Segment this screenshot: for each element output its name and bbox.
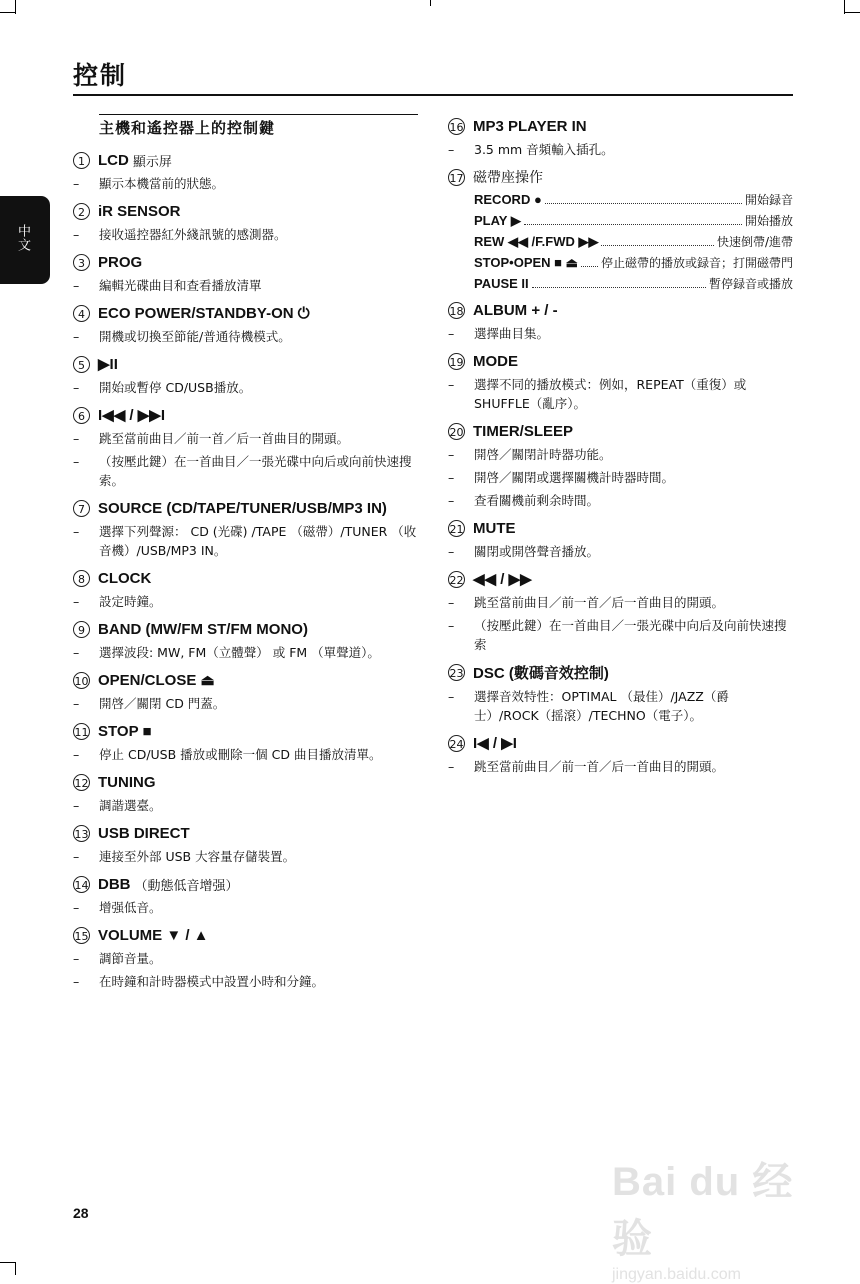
item-number: 14	[73, 876, 90, 893]
description-text: 選擇音效特性：OPTIMAL （最佳）/JAZZ（爵士）/ROCK（摇滾）/TECHNO（電子）。	[474, 689, 729, 723]
item-number: 2	[73, 203, 90, 220]
control-item	[73, 874, 418, 917]
item-description	[448, 542, 793, 561]
bullet-dash: –	[73, 951, 80, 966]
description-text: 停止 CD/USB 播放或刪除一個 CD 曲目播放清單。	[99, 747, 382, 762]
bullet-dash: –	[73, 696, 80, 711]
control-item	[73, 405, 418, 490]
item-header	[448, 351, 793, 371]
description-text: 選擇波段: MW, FM（立體聲） 或 FM （單聲道）。	[99, 645, 380, 660]
bullet-dash: –	[73, 849, 80, 864]
item-number: 13	[73, 825, 90, 842]
description-text: 跳至當前曲目／前一首／后一首曲目的開頭。	[474, 595, 725, 610]
control-item	[448, 300, 793, 343]
control-item	[73, 568, 418, 611]
item-title: DBB	[98, 875, 131, 893]
bullet-dash: –	[73, 974, 80, 989]
crop-mark	[15, 1262, 16, 1275]
item-number: 8	[73, 570, 90, 587]
item-description	[73, 745, 418, 764]
description-text: 開始或暫停 CD/USB播放。	[99, 380, 252, 395]
item-description	[448, 324, 793, 343]
section-rule	[99, 114, 418, 115]
description-text: 調諧選臺。	[99, 798, 162, 813]
tape-value: 開始録音	[744, 193, 793, 207]
control-item	[448, 518, 793, 561]
item-title: BAND (MW/FM ST/FM MONO)	[98, 620, 308, 638]
bullet-dash: –	[448, 470, 455, 485]
bullet-dash: –	[73, 524, 80, 539]
item-description	[73, 694, 418, 713]
description-text: 接收遥控器紅外綫訊號的感測器。	[99, 227, 287, 242]
bullet-dash: –	[448, 447, 455, 462]
item-description	[73, 847, 418, 866]
language-tab-label: 中文	[15, 224, 30, 252]
bullet-dash: –	[73, 594, 80, 609]
item-number: 11	[73, 723, 90, 740]
item-description	[73, 174, 418, 193]
tape-row	[474, 275, 793, 292]
bullet-dash: –	[448, 618, 455, 633]
tape-row	[474, 212, 793, 229]
item-title: USB DIRECT	[98, 824, 190, 842]
bullet-dash: –	[73, 900, 80, 915]
item-number: 19	[448, 353, 465, 370]
right-column	[448, 116, 793, 784]
item-header	[73, 670, 418, 690]
item-title: ALBUM + / -	[473, 301, 558, 319]
crop-mark	[844, 0, 845, 14]
bullet-dash: –	[73, 176, 80, 191]
item-description	[73, 429, 418, 448]
dot-leader	[581, 256, 598, 267]
right-items-a	[448, 116, 793, 159]
description-text: 顯示本機當前的狀態。	[99, 176, 225, 191]
tape-row	[474, 233, 793, 250]
item-description	[448, 757, 793, 776]
item-number: 24	[448, 735, 465, 752]
tape-row	[474, 191, 793, 208]
description-text: 開啓／關閉計時器功能。	[474, 447, 612, 462]
item-number: 7	[73, 500, 90, 517]
item-title: MODE	[473, 352, 518, 370]
item-number: 10	[73, 672, 90, 689]
item-title: DSC (數碼音效控制)	[473, 665, 609, 682]
item-title: CLOCK	[98, 569, 152, 587]
item-description	[448, 616, 793, 654]
description-text: （按壓此鍵）在一首曲目／一張光碟中向后及向前快速搜索	[474, 618, 787, 652]
description-text: 選擇曲目集。	[474, 326, 550, 341]
tape-key: REW ◀◀ /F.FWD ▶▶	[474, 234, 599, 249]
page-number: 28	[73, 1205, 89, 1221]
item-title: MUTE	[473, 519, 516, 537]
item-header	[73, 823, 418, 843]
item-number: 22	[448, 571, 465, 588]
tape-key: PAUSE II	[474, 276, 529, 291]
title-rule	[73, 94, 793, 96]
item-number: 17	[448, 169, 465, 186]
item-description	[73, 276, 418, 295]
crop-mark	[844, 12, 860, 13]
item-description	[448, 375, 793, 413]
section-heading: 主機和遙控器上的控制鍵	[99, 119, 276, 137]
item-description	[73, 327, 418, 346]
item-number: 1	[73, 152, 90, 169]
bullet-dash: –	[448, 544, 455, 559]
item-number: 16	[448, 118, 465, 135]
description-text: 跳至當前曲目／前一首／后一首曲目的開頭。	[99, 431, 350, 446]
control-item	[73, 823, 418, 866]
language-tab	[0, 196, 50, 284]
bullet-dash: –	[448, 377, 455, 392]
item-title: iR SENSOR	[98, 202, 181, 220]
item-header	[448, 662, 793, 683]
bullet-dash: –	[73, 329, 80, 344]
dot-leader	[532, 277, 706, 288]
page-title: 控制	[73, 61, 128, 90]
tape-value: 暫停録音或播放	[708, 277, 793, 291]
control-item	[448, 167, 793, 292]
left-column	[73, 150, 418, 999]
item-description	[73, 643, 418, 662]
item-description	[448, 445, 793, 464]
control-item	[73, 252, 418, 295]
control-item	[448, 421, 793, 510]
item-title: OPEN/CLOSE ⏏	[98, 672, 215, 689]
item-title: I◀ / ▶I	[473, 735, 517, 752]
dot-leader	[524, 214, 742, 225]
item-header	[73, 619, 418, 639]
description-text: 在時鐘和計時器模式中設置小時和分鐘。	[99, 974, 325, 989]
item-number: 12	[73, 774, 90, 791]
crop-mark	[430, 0, 431, 6]
item-title: PROG	[98, 253, 143, 271]
item-number: 20	[448, 423, 465, 440]
item-title: ▶II	[98, 356, 118, 373]
item-title: STOP ■	[98, 722, 152, 740]
bullet-dash: –	[448, 326, 455, 341]
item-header	[73, 772, 418, 792]
description-text: 增强低音。	[99, 900, 162, 915]
item-description	[73, 378, 418, 397]
item-title: LCD	[98, 151, 129, 169]
control-item	[73, 303, 418, 346]
bullet-dash: –	[448, 689, 455, 704]
item-title: ECO POWER/STANDBY-ON ⏻	[98, 304, 310, 322]
description-text: 查看關機前剩余時間。	[474, 493, 600, 508]
description-text: 開啓／關閉或選擇關機計時器時間。	[474, 470, 675, 485]
item-description	[73, 522, 418, 560]
item-description	[73, 949, 418, 968]
item-number: 23	[448, 664, 465, 681]
item-title: ◀◀ / ▶▶	[473, 571, 532, 588]
crop-mark	[0, 1262, 16, 1263]
item-header	[73, 150, 418, 170]
crop-mark	[15, 0, 16, 14]
control-item	[73, 201, 418, 244]
item-number: 9	[73, 621, 90, 638]
item-description	[73, 796, 418, 815]
control-item	[73, 619, 418, 662]
watermark-brand: Bai du 经验	[612, 1160, 794, 1261]
bullet-dash: –	[73, 798, 80, 813]
item-header	[73, 721, 418, 741]
item-description	[73, 225, 418, 244]
control-item	[73, 150, 418, 193]
control-item	[73, 721, 418, 764]
tape-value: 開始播放	[744, 214, 793, 228]
control-item	[448, 351, 793, 413]
item-title: 磁帶座操作	[473, 170, 543, 186]
bullet-dash: –	[73, 431, 80, 446]
item-header	[73, 201, 418, 221]
tape-value: 快速倒帶/進帶	[716, 235, 793, 249]
item-number: 21	[448, 520, 465, 537]
crop-mark	[0, 12, 16, 13]
item-header	[448, 116, 793, 136]
item-description	[448, 468, 793, 487]
item-header	[448, 733, 793, 753]
description-text: 編輯光碟曲目和查看播放清單	[99, 278, 262, 293]
item-header	[73, 354, 418, 374]
item-header	[73, 874, 418, 894]
description-text: 跳至當前曲目／前一首／后一首曲目的開頭。	[474, 759, 725, 774]
item-header	[448, 167, 793, 187]
item-header	[73, 303, 418, 323]
item-number: 6	[73, 407, 90, 424]
item-header	[448, 300, 793, 320]
item-header	[73, 568, 418, 588]
dot-leader	[601, 235, 713, 246]
control-item	[73, 670, 418, 713]
bullet-dash: –	[73, 645, 80, 660]
description-text: （按壓此鍵）在一首曲目／一張光碟中向后或向前快速搜索。	[99, 454, 412, 488]
bullet-dash: –	[448, 142, 455, 157]
dot-leader	[545, 193, 742, 204]
tape-value: 停止磁帶的播放或録音；打開磁帶門	[600, 256, 793, 270]
control-item	[73, 354, 418, 397]
item-title: TUNING	[98, 773, 156, 791]
control-item	[448, 116, 793, 159]
description-text: 調節音量。	[99, 951, 162, 966]
bullet-dash: –	[73, 380, 80, 395]
control-item	[448, 569, 793, 654]
item-number: 4	[73, 305, 90, 322]
item-header	[73, 498, 418, 518]
control-item	[448, 662, 793, 725]
control-item	[73, 498, 418, 560]
item-note: 顯示屏	[132, 154, 172, 170]
bullet-dash: –	[448, 759, 455, 774]
item-header	[73, 405, 418, 425]
item-header	[73, 252, 418, 272]
bullet-dash: –	[73, 747, 80, 762]
item-title: TIMER/SLEEP	[473, 422, 574, 440]
item-description	[73, 972, 418, 991]
item-header	[448, 421, 793, 441]
item-description	[448, 491, 793, 510]
item-title: MP3 PLAYER IN	[473, 117, 587, 135]
control-item	[448, 733, 793, 776]
item-title: SOURCE (CD/TAPE/TUNER/USB/MP3 IN)	[98, 499, 387, 517]
item-title: I◀◀ / ▶▶I	[98, 407, 165, 424]
item-description	[448, 687, 793, 725]
item-description	[73, 452, 418, 490]
description-text: 開機或切換至節能/普通待機模式。	[99, 329, 291, 344]
item-description	[73, 898, 418, 917]
right-items-b	[448, 300, 793, 776]
tape-key: PLAY ▶	[474, 213, 521, 228]
watermark-logo	[612, 1150, 812, 1283]
item-number: 3	[73, 254, 90, 271]
tape-control-list	[474, 191, 793, 292]
item-header	[73, 925, 418, 945]
item-number: 18	[448, 302, 465, 319]
watermark-url: jingyan.baidu.com	[612, 1266, 741, 1283]
item-note: （動態低音增强）	[134, 878, 239, 894]
description-text: 開啓／關閉 CD 門蓋。	[99, 696, 226, 711]
description-text: 3.5 mm 音頻輸入插孔。	[474, 142, 614, 157]
description-text: 選擇下列聲源： CD (光碟) /TAPE （磁帶）/TUNER （收音機）/USB/MP3 IN。	[99, 524, 417, 558]
description-text: 設定時鐘。	[99, 594, 162, 609]
item-header	[448, 518, 793, 538]
item-title: VOLUME ▼ / ▲	[98, 926, 209, 944]
bullet-dash: –	[448, 595, 455, 610]
item-description	[448, 140, 793, 159]
item-description	[73, 592, 418, 611]
bullet-dash: –	[73, 454, 80, 469]
tape-key: STOP•OPEN ■ ⏏	[474, 255, 578, 270]
item-number: 5	[73, 356, 90, 373]
bullet-dash: –	[73, 227, 80, 242]
description-text: 關閉或開啓聲音播放。	[474, 544, 600, 559]
tape-row	[474, 254, 793, 271]
control-item	[73, 925, 418, 991]
tape-key: RECORD ●	[474, 192, 542, 207]
control-item	[73, 772, 418, 815]
bullet-dash: –	[73, 278, 80, 293]
description-text: 連接至外部 USB 大容量存儲裝置。	[99, 849, 296, 864]
item-description	[448, 593, 793, 612]
bullet-dash: –	[448, 493, 455, 508]
item-header	[448, 569, 793, 589]
description-text: 選擇不同的播放模式：例如，REPEAT（重復）或 SHUFFLE（亂序）。	[474, 377, 747, 411]
item-number: 15	[73, 927, 90, 944]
